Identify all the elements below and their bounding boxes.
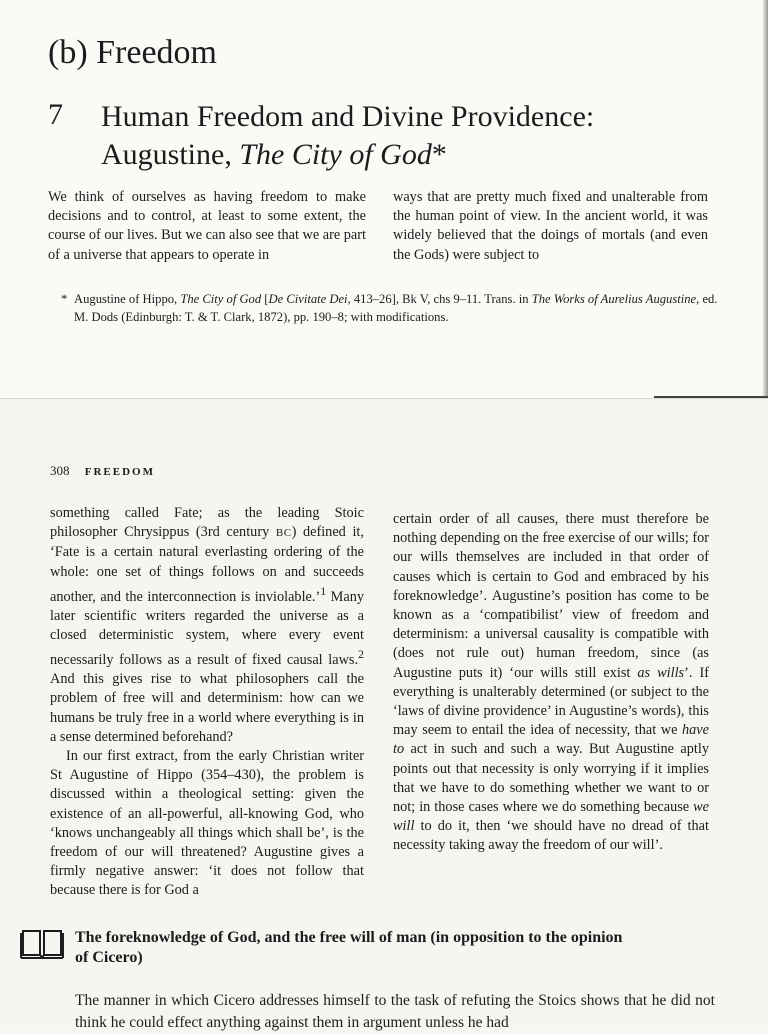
body-right-column bbox=[393, 510, 709, 856]
footnote-latin-title: De Civitate Dei bbox=[268, 292, 348, 306]
open-book-icon bbox=[20, 927, 64, 961]
emphasis: we will bbox=[393, 799, 709, 835]
intro-right-text: ways that are pretty much fixed and unalterable from the human point of view. In the ancient world, it was widely believed that the doings of mortals (and even the Gods) were subject to bbox=[393, 189, 708, 263]
footnote-text: [ bbox=[261, 292, 269, 306]
chapter-title bbox=[101, 98, 594, 174]
emphasis: as wills bbox=[637, 664, 685, 681]
body-text: certain order of all causes, there must therefore be nothing depending on the free exercise of our wills; for our wills themselves are included in that order of causes which is certain to God and embraced by his foreknowledge’. Augustine’s position has come to be known as a ‘compatibilist’ view of freedom and determinism: a universal causality is compatible with (does not rule out) human freedom, since (as Augustine puts it) ‘our wills still exist bbox=[393, 511, 709, 681]
body-text: Many later scientific writers regarded the universe as a closed deterministic system, where every event necessarily follows as a result of fixed causal laws. bbox=[50, 588, 364, 668]
section-heading: (b) Freedom bbox=[48, 34, 218, 71]
chapter-title-line1: Human Freedom and Divine Providence: bbox=[101, 100, 595, 133]
body-text: ’. If everything is unalterably determined (or subject to the ‘laws of divine providence’ in Augustine’s words), this may seem to entail the idea of necessity, that we bbox=[393, 664, 709, 739]
footnote-work-title: The City of God bbox=[180, 292, 262, 306]
book-spine-shadow bbox=[763, 0, 768, 398]
reading-title: The foreknowledge of God, and the free will of man (in opposition to the opinion of Cicero) bbox=[75, 929, 623, 966]
footnote-text: , 413–26], Bk V, chs 9–11. Trans. in bbox=[347, 292, 532, 306]
body-text: ) defined it, ‘Fate is a certain natural everlasting ordering of the whole: one set of things follows on and succeeds another, and the interconnection is inviolable.’ bbox=[50, 524, 364, 605]
body-paragraph: In our first extract, from the early Christian writer St Augustine of Hippo (354–430), the problem is discussed within a theological setting: given the existence of an all-powerful, all-knowing God, who ‘knows unchangeably all things which shall be’, is the freedom of our will threatened? Augustine gives a firmly negative answer: ‘it does not follow that because there is for God a bbox=[50, 747, 364, 899]
body-left-column bbox=[50, 504, 364, 901]
intro-left-column bbox=[48, 188, 366, 265]
note-ref: 1 bbox=[320, 583, 327, 598]
body-paragraph bbox=[50, 504, 364, 747]
note-ref: 2 bbox=[358, 647, 364, 662]
page-number: 308 bbox=[50, 463, 70, 478]
chapter-title-prefix: Augustine, bbox=[101, 138, 240, 171]
body-text: act in such and such a way. But Augustine aptly points out that necessity is only worrying if it implies that we have to do something whether we want to or not; in those cases where we do something because bbox=[393, 741, 709, 816]
footnote-marker: * bbox=[61, 292, 68, 306]
emphasis: have to bbox=[393, 722, 709, 758]
footnote-collection-title: The Works of Aurelius Augustine bbox=[531, 292, 697, 306]
era-abbrev: BC bbox=[275, 527, 292, 540]
page-edge-line bbox=[654, 396, 768, 398]
footnote bbox=[61, 290, 734, 326]
footnote-text: Augustine of Hippo, bbox=[74, 292, 181, 306]
chapter-title-work: The City of God bbox=[239, 138, 432, 171]
body-paragraph bbox=[393, 510, 709, 856]
chapter-number: 7 bbox=[48, 98, 63, 131]
reading-text: The manner in which Cicero addresses himself to the task of refuting the Stoics shows that he did not think he could effect anything against them in argument unless he had bbox=[75, 992, 715, 1031]
body-text: And this gives rise to what philosophers call the problem of free will and determinism: how can we humans be truly free in a world where everything is in a sense determined beforehand? bbox=[50, 671, 364, 745]
footnote-text: , ed. M. Dods (Edinburgh: T. & T. Clark, 1872), pp. 190–8; with modifications. bbox=[74, 292, 718, 324]
chapter-title-mark: * bbox=[431, 138, 447, 171]
body-text: to do it, then ‘we should have no dread of that necessity taking away the freedom of our will’. bbox=[393, 818, 709, 854]
running-head-label: FREEDOM bbox=[84, 466, 155, 478]
body-text: something called Fate; as the leading Stoic philosopher Chrysippus (3rd century bbox=[50, 505, 364, 541]
intro-left-text: We think of ourselves as having freedom to make decisions and to control, at least to some extent, the course of our lives. But we can also see that we are part of a universe that appears to operate in bbox=[48, 189, 366, 263]
intro-right-column bbox=[393, 188, 708, 265]
running-head bbox=[50, 463, 155, 479]
